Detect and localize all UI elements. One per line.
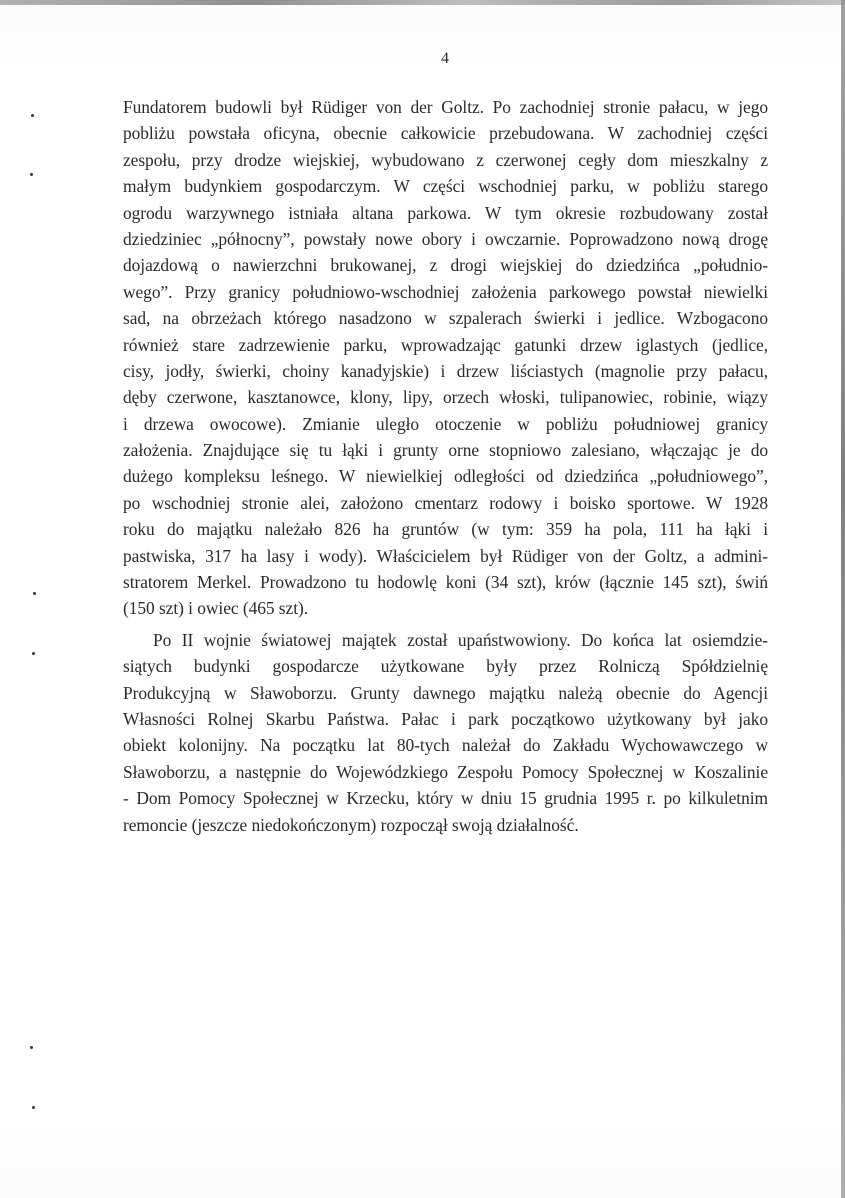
text-line: sad, na obrzeżach którego nasadzono w szpalerach świerki i jedlice. Wzbogacono [123, 308, 768, 329]
text-line: pobliżu powstała oficyna, obecnie całkowicie przebudowana. W zachodniej części [123, 123, 768, 144]
text-line: Fundatorem budowli był Rüdiger von der Goltz. Po zachodniej stronie pałacu, w jego [123, 97, 768, 117]
text-line: cisy, jodły, świerki, choiny kanadyjskie) i drzew liściastych (magnolie przy pałacu, [123, 360, 768, 381]
text-line: pastwiska, 317 ha lasy i wody). Właścicielem był Rüdiger von der Goltz, a admini- [123, 545, 768, 566]
margin-speck [30, 173, 33, 176]
text-line: ogrodu warzywnego istniała altana parkowa. W tym okresie rozbudowany został [123, 202, 768, 223]
paragraph-2 [123, 627, 768, 838]
text-line: (150 szt) i owiec (465 szt). [123, 598, 309, 619]
text-line: Po II wojnie światowej majątek został upaństwowiony. Do końca lat osiemdzie- [153, 629, 768, 650]
text-line: po wschodniej stronie alei, założono cmentarz rodowy i boisko sportowe. W 1928 [123, 492, 768, 513]
margin-speck [33, 592, 36, 595]
margin-speck [30, 1046, 33, 1049]
text-line: remoncie (jeszcze niedokończonym) rozpoczął swoją działalność. [123, 814, 579, 835]
body-text [123, 94, 768, 838]
text-line: stratorem Merkel. Prowadzono tu hodowlę koni (34 szt), krów (łącznie 145 szt), świń [123, 572, 768, 593]
text-line: dziedziniec „północny”, powstały nowe obory i owczarnie. Poprowadzono nową drogę [123, 228, 768, 249]
text-line: małym budynkiem gospodarczym. W części wschodniej parku, w pobliżu starego [123, 176, 768, 197]
text-line: obiekt kolonijny. Na początku lat 80-tych należał do Zakładu Wychowawczego w [123, 735, 768, 756]
text-line: Produkcyjną w Sławoborzu. Grunty dawnego majątku należą obecnie do Agencji [123, 682, 768, 703]
text-line: również stare zadrzewienie parku, wprowadzając gatunki drzew iglastych (jedlice, [123, 334, 768, 355]
page-number: 4 [441, 50, 449, 67]
text-line: założenia. Znajdujące się tu łąki i grunty orne stopniowo zalesiano, włączając je do [123, 440, 768, 461]
text-line: - Dom Pomocy Społecznej w Krzecku, który w dniu 15 grudnia 1995 r. po kilkuletnim [123, 788, 768, 809]
text-line: wego”. Przy granicy południowo-wschodniej założenia parkowego powstał niewielki [123, 281, 768, 302]
margin-speck [31, 114, 34, 117]
text-line: dużego kompleksu leśnego. W niewielkiej odległości od dziedzińca „południowego”, [123, 466, 768, 487]
scan-right-edge [841, 0, 845, 1198]
text-line: roku do majątku należało 826 ha gruntów (w tym: 359 ha pola, 111 ha łąki i [123, 519, 768, 540]
paragraph-1 [123, 94, 768, 622]
text-line: siątych budynki gospodarcze użytkowane były przez Rolniczą Spółdzielnię [123, 656, 768, 677]
text-line: dęby czerwone, kasztanowce, klony, lipy, orzech włoski, tulipanowiec, robinie, wiązy [123, 387, 768, 408]
margin-speck [32, 1106, 35, 1109]
margin-speck [32, 652, 35, 655]
text-line: i drzewa owocowe). Zmianie uległo otoczenie w pobliżu południowej granicy [123, 413, 768, 434]
scan-top-edge [0, 0, 845, 5]
text-line: Własności Rolnej Skarbu Państwa. Pałac i park początkowo użytkowany był jako [123, 708, 768, 729]
text-line: Sławoborzu, a następnie do Wojewódzkiego Zespołu Pomocy Społecznej w Koszalinie [123, 761, 768, 782]
text-line: dojazdową o nawierzchni brukowanej, z drogi wiejskiej do dziedzińca „południo- [123, 255, 768, 276]
text-line: zespołu, przy drodze wiejskiej, wybudowano z czerwonej cegły dom mieszkalny z [123, 149, 768, 170]
